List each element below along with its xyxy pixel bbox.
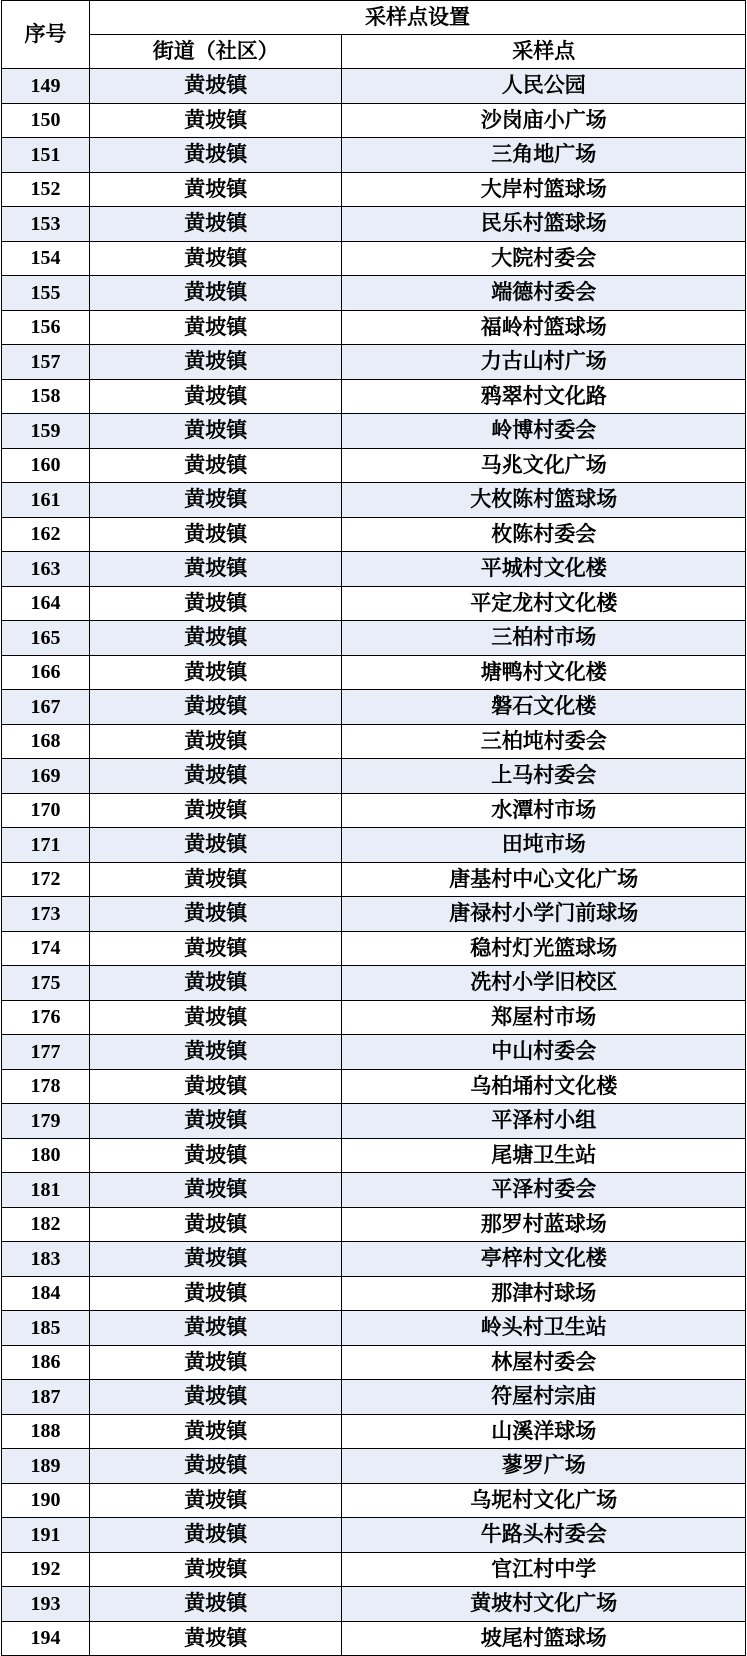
cell-sequence: 180	[2, 1138, 90, 1173]
cell-street: 黄坡镇	[90, 483, 342, 518]
cell-sequence: 151	[2, 138, 90, 173]
table-row	[2, 69, 746, 104]
cell-sequence: 193	[2, 1587, 90, 1622]
cell-sequence: 191	[2, 1518, 90, 1553]
table-row	[2, 1414, 746, 1449]
cell-street: 黄坡镇	[90, 345, 342, 380]
cell-sequence: 167	[2, 690, 90, 725]
cell-sampling-point: 磐石文化楼	[342, 690, 746, 725]
cell-sequence: 172	[2, 862, 90, 897]
cell-street: 黄坡镇	[90, 414, 342, 449]
cell-sampling-point: 林屋村委会	[342, 1345, 746, 1380]
cell-sampling-point: 大院村委会	[342, 241, 746, 276]
cell-sampling-point: 乌柏埇村文化楼	[342, 1069, 746, 1104]
cell-street: 黄坡镇	[90, 241, 342, 276]
cell-street: 黄坡镇	[90, 1483, 342, 1518]
sampling-point-table	[1, 0, 746, 1656]
table-row	[2, 1518, 746, 1553]
cell-sequence: 158	[2, 379, 90, 414]
cell-sampling-point: 力古山村广场	[342, 345, 746, 380]
cell-street: 黄坡镇	[90, 1414, 342, 1449]
table-row	[2, 241, 746, 276]
cell-sequence: 163	[2, 552, 90, 587]
table-row	[2, 621, 746, 656]
table-row	[2, 586, 746, 621]
table-row	[2, 1242, 746, 1277]
cell-sequence: 164	[2, 586, 90, 621]
cell-sampling-point: 那罗村蓝球场	[342, 1207, 746, 1242]
cell-sequence: 154	[2, 241, 90, 276]
cell-sampling-point: 唐基村中心文化广场	[342, 862, 746, 897]
cell-sequence: 176	[2, 1000, 90, 1035]
cell-sequence: 189	[2, 1449, 90, 1484]
cell-street: 黄坡镇	[90, 379, 342, 414]
cell-street: 黄坡镇	[90, 793, 342, 828]
cell-street: 黄坡镇	[90, 1138, 342, 1173]
cell-sequence: 181	[2, 1173, 90, 1208]
table-row	[2, 724, 746, 759]
cell-sampling-point: 福岭村篮球场	[342, 310, 746, 345]
cell-street: 黄坡镇	[90, 69, 342, 104]
cell-street: 黄坡镇	[90, 1035, 342, 1070]
cell-street: 黄坡镇	[90, 276, 342, 311]
table-row	[2, 552, 746, 587]
cell-sequence: 152	[2, 172, 90, 207]
cell-sampling-point: 山溪洋球场	[342, 1414, 746, 1449]
cell-street: 黄坡镇	[90, 724, 342, 759]
table-row	[2, 828, 746, 863]
table-row	[2, 1173, 746, 1208]
cell-sequence: 179	[2, 1104, 90, 1139]
cell-street: 黄坡镇	[90, 1069, 342, 1104]
cell-street: 黄坡镇	[90, 1242, 342, 1277]
table-row	[2, 1035, 746, 1070]
column-header-point: 采样点	[342, 35, 746, 69]
table-row	[2, 897, 746, 932]
table-row	[2, 138, 746, 173]
cell-sampling-point: 鸦翠村文化路	[342, 379, 746, 414]
cell-sequence: 178	[2, 1069, 90, 1104]
cell-sampling-point: 符屋村宗庙	[342, 1380, 746, 1415]
table-header	[2, 1, 746, 69]
cell-sequence: 187	[2, 1380, 90, 1415]
cell-street: 黄坡镇	[90, 1311, 342, 1346]
table-row	[2, 483, 746, 518]
cell-sequence: 171	[2, 828, 90, 863]
cell-street: 黄坡镇	[90, 138, 342, 173]
table-row	[2, 414, 746, 449]
cell-street: 黄坡镇	[90, 586, 342, 621]
table-row	[2, 966, 746, 1001]
cell-sampling-point: 田坉市场	[342, 828, 746, 863]
table-row	[2, 690, 746, 725]
column-header-group: 采样点设置	[90, 1, 746, 35]
cell-sampling-point: 三角地广场	[342, 138, 746, 173]
table-row	[2, 1138, 746, 1173]
cell-sampling-point: 大岸村篮球场	[342, 172, 746, 207]
table-row	[2, 793, 746, 828]
table-row	[2, 1621, 746, 1656]
cell-street: 黄坡镇	[90, 1449, 342, 1484]
cell-sequence: 155	[2, 276, 90, 311]
table-row	[2, 1552, 746, 1587]
cell-street: 黄坡镇	[90, 897, 342, 932]
cell-street: 黄坡镇	[90, 1345, 342, 1380]
cell-street: 黄坡镇	[90, 172, 342, 207]
cell-street: 黄坡镇	[90, 103, 342, 138]
table-row	[2, 862, 746, 897]
cell-street: 黄坡镇	[90, 759, 342, 794]
cell-street: 黄坡镇	[90, 1207, 342, 1242]
table-row	[2, 1104, 746, 1139]
cell-sampling-point: 塘鸭村文化楼	[342, 655, 746, 690]
cell-sequence: 150	[2, 103, 90, 138]
cell-sampling-point: 沙岗庙小广场	[342, 103, 746, 138]
cell-sequence: 170	[2, 793, 90, 828]
cell-sequence: 182	[2, 1207, 90, 1242]
cell-street: 黄坡镇	[90, 310, 342, 345]
cell-sampling-point: 平城村文化楼	[342, 552, 746, 587]
cell-sequence: 161	[2, 483, 90, 518]
cell-sequence: 165	[2, 621, 90, 656]
cell-sampling-point: 郑屋村市场	[342, 1000, 746, 1035]
cell-sampling-point: 大枚陈村篮球场	[342, 483, 746, 518]
cell-sequence: 173	[2, 897, 90, 932]
cell-sampling-point: 那津村球场	[342, 1276, 746, 1311]
cell-sequence: 156	[2, 310, 90, 345]
cell-sampling-point: 民乐村篮球场	[342, 207, 746, 242]
cell-sampling-point: 稳村灯光篮球场	[342, 931, 746, 966]
table-row	[2, 1587, 746, 1622]
cell-sequence: 168	[2, 724, 90, 759]
cell-sampling-point: 平泽村委会	[342, 1173, 746, 1208]
cell-sequence: 183	[2, 1242, 90, 1277]
cell-street: 黄坡镇	[90, 1552, 342, 1587]
cell-street: 黄坡镇	[90, 828, 342, 863]
cell-sequence: 159	[2, 414, 90, 449]
cell-sequence: 160	[2, 448, 90, 483]
cell-sampling-point: 枚陈村委会	[342, 517, 746, 552]
table-row	[2, 655, 746, 690]
table-row	[2, 310, 746, 345]
cell-sequence: 177	[2, 1035, 90, 1070]
table-row	[2, 931, 746, 966]
table-row	[2, 207, 746, 242]
table-row	[2, 1311, 746, 1346]
column-header-street: 街道（社区）	[90, 35, 342, 69]
table-row	[2, 448, 746, 483]
header-row-top	[2, 1, 746, 35]
cell-sequence: 185	[2, 1311, 90, 1346]
table-row	[2, 517, 746, 552]
table-row	[2, 1380, 746, 1415]
cell-sampling-point: 乌坭村文化广场	[342, 1483, 746, 1518]
cell-street: 黄坡镇	[90, 207, 342, 242]
cell-street: 黄坡镇	[90, 1173, 342, 1208]
cell-street: 黄坡镇	[90, 448, 342, 483]
cell-sampling-point: 冼村小学旧校区	[342, 966, 746, 1001]
cell-sampling-point: 上马村委会	[342, 759, 746, 794]
cell-street: 黄坡镇	[90, 1380, 342, 1415]
column-header-sequence: 序号	[2, 1, 90, 69]
cell-sampling-point: 三柏村市场	[342, 621, 746, 656]
cell-sequence: 186	[2, 1345, 90, 1380]
table-row	[2, 345, 746, 380]
cell-street: 黄坡镇	[90, 655, 342, 690]
cell-sampling-point: 中山村委会	[342, 1035, 746, 1070]
cell-sequence: 166	[2, 655, 90, 690]
table-row	[2, 759, 746, 794]
cell-sequence: 162	[2, 517, 90, 552]
header-row-bottom	[2, 35, 746, 69]
table-row	[2, 1483, 746, 1518]
table-row	[2, 1449, 746, 1484]
cell-street: 黄坡镇	[90, 862, 342, 897]
table-row	[2, 172, 746, 207]
cell-street: 黄坡镇	[90, 1276, 342, 1311]
cell-sampling-point: 牛路头村委会	[342, 1518, 746, 1553]
cell-street: 黄坡镇	[90, 1518, 342, 1553]
cell-sampling-point: 三柏坉村委会	[342, 724, 746, 759]
cell-sampling-point: 人民公园	[342, 69, 746, 104]
cell-sequence: 149	[2, 69, 90, 104]
cell-sampling-point: 岭博村委会	[342, 414, 746, 449]
cell-sequence: 184	[2, 1276, 90, 1311]
cell-sequence: 174	[2, 931, 90, 966]
cell-street: 黄坡镇	[90, 552, 342, 587]
cell-street: 黄坡镇	[90, 931, 342, 966]
cell-sampling-point: 水潭村市场	[342, 793, 746, 828]
cell-sequence: 157	[2, 345, 90, 380]
table-row	[2, 1069, 746, 1104]
cell-street: 黄坡镇	[90, 1621, 342, 1656]
cell-sampling-point: 亭梓村文化楼	[342, 1242, 746, 1277]
table-row	[2, 276, 746, 311]
cell-sequence: 153	[2, 207, 90, 242]
cell-street: 黄坡镇	[90, 621, 342, 656]
cell-street: 黄坡镇	[90, 517, 342, 552]
cell-sampling-point: 平定龙村文化楼	[342, 586, 746, 621]
cell-sequence: 169	[2, 759, 90, 794]
cell-sampling-point: 平泽村小组	[342, 1104, 746, 1139]
table-row	[2, 103, 746, 138]
cell-sequence: 175	[2, 966, 90, 1001]
cell-street: 黄坡镇	[90, 1000, 342, 1035]
cell-sampling-point: 蓼罗广场	[342, 1449, 746, 1484]
table-row	[2, 1207, 746, 1242]
table-row	[2, 379, 746, 414]
table-row	[2, 1345, 746, 1380]
cell-sampling-point: 马兆文化广场	[342, 448, 746, 483]
table-row	[2, 1000, 746, 1035]
cell-street: 黄坡镇	[90, 1587, 342, 1622]
cell-sampling-point: 官江村中学	[342, 1552, 746, 1587]
cell-sampling-point: 唐禄村小学门前球场	[342, 897, 746, 932]
cell-sampling-point: 尾塘卫生站	[342, 1138, 746, 1173]
cell-street: 黄坡镇	[90, 966, 342, 1001]
cell-street: 黄坡镇	[90, 1104, 342, 1139]
table-body	[2, 69, 746, 1656]
cell-sampling-point: 坡尾村篮球场	[342, 1621, 746, 1656]
cell-sampling-point: 黄坡村文化广场	[342, 1587, 746, 1622]
cell-street: 黄坡镇	[90, 690, 342, 725]
table-row	[2, 1276, 746, 1311]
cell-sequence: 188	[2, 1414, 90, 1449]
cell-sampling-point: 端德村委会	[342, 276, 746, 311]
cell-sequence: 194	[2, 1621, 90, 1656]
cell-sequence: 192	[2, 1552, 90, 1587]
cell-sequence: 190	[2, 1483, 90, 1518]
cell-sampling-point: 岭头村卫生站	[342, 1311, 746, 1346]
